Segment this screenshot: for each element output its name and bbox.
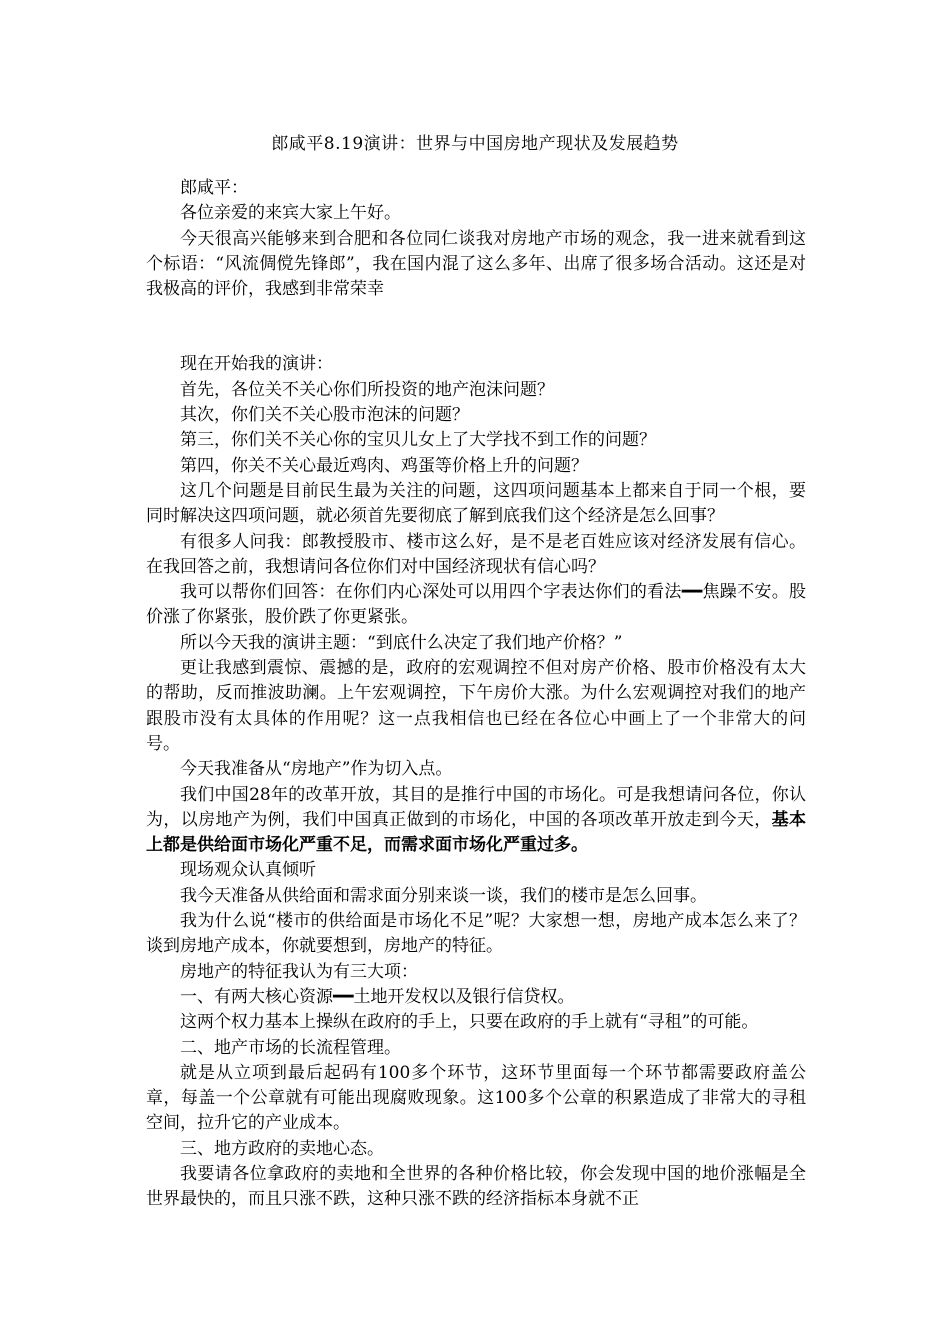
paragraph-market-text: 我们中国28年的改革开放，其目的是推行中国的市场化。可是我想请问各位，你认为，以房地产为例，我们中国真正做到的市场化，中国的各项改革开放走到今天， <box>146 784 806 830</box>
paragraph-gap <box>146 302 806 352</box>
paragraph: 郎咸平： <box>180 178 248 198</box>
paragraph: 现场观众认真倾听 <box>180 860 316 881</box>
paragraph: 今天很高兴能够来到合肥和各位同仁谈我对房地产市场的观念，我一进来就看到这个标语：“风流倜傥先锋郎”，我在国内混了这么多年、出席了很多场合活动。这还是对我极高的评价，我感到非常荣幸 <box>146 228 806 300</box>
paragraph: 各位亲爱的来宾大家上午好。 <box>180 203 401 224</box>
paragraph: 这两个权力基本上操纵在政府的手上，只要在政府的手上就有“寻租”的可能。 <box>180 1012 759 1033</box>
document-title: 郎咸平8.19演讲：世界与中国房地产现状及发展趋势 <box>271 134 679 154</box>
paragraph: 更让我感到震惊、震撼的是，政府的宏观调控不但对房产价格、股市价格没有太大的帮助，反而推波助澜。上午宏观调控，下午房价大涨。为什么宏观调控对我们的地产跟股市没有太具体的作用呢？这一点我相信也已经在各位心中画上了一个非常大的问号。 <box>146 658 806 754</box>
paragraph: 有很多人问我：郎教授股市、楼市这么好，是不是老百姓应该对经济发展有信心。在我回答之前，我想请问各位你们对中国经济现状有信心吗？ <box>146 531 806 577</box>
paragraph: 其次，你们关不关心股市泡沫的问题？ <box>180 405 469 426</box>
paragraph: 我为什么说“楼市的供给面是市场化不足”呢？大家想一想，房地产成本怎么来了？谈到房地产成本，你就要想到，房地产的特征。 <box>146 911 806 957</box>
paragraph: 第三，你们关不关心你的宝贝儿女上了大学找不到工作的问题？ <box>180 430 656 451</box>
paragraph: 第四，你关不关心最近鸡肉、鸡蛋等价格上升的问题？ <box>180 455 588 476</box>
paragraph: 首先，各位关不关心你们所投资的地产泡沫问题？ <box>180 379 554 400</box>
paragraph: 这几个问题是目前民生最为关注的问题，这四项问题基本上都来自于同一个根，要同时解决这四项问题，就必须首先要彻底了解到底我们这个经济是怎么回事？ <box>146 480 806 527</box>
paragraph: 我要请各位拿政府的卖地和全世界的各种价格比较，你会发现中国的地价涨幅是全世界最快的，而且只涨不跌，这种只涨不跌的经济指标本身就不正 <box>146 1163 806 1210</box>
paragraph: 我今天准备从供给面和需求面分别来谈一谈，我们的楼市是怎么回事。 <box>180 885 707 906</box>
paragraph-market <box>146 783 806 859</box>
paragraph: 一、有两大核心资源━━土地开发权以及银行信贷权。 <box>180 986 575 1007</box>
paragraph: 我可以帮你们回答：在你们内心深处可以用四个字表达你们的看法━━焦躁不安。股价涨了你紧张，股价跌了你更紧张。 <box>146 582 806 628</box>
paragraph: 三、地方政府的卖地心态。 <box>180 1138 384 1159</box>
paragraph: 现在开始我的演讲： <box>180 354 333 375</box>
document-body <box>146 176 806 1213</box>
paragraph: 二、地产市场的长流程管理。 <box>180 1037 401 1058</box>
paragraph: 房地产的特征我认为有三大项： <box>180 961 418 982</box>
paragraph-market-bold-text: 基本上都是供给面市场化严重不足，而需求面市场化严重过多。 <box>146 809 807 856</box>
paragraph: 就是从立项到最后起码有100多个环节，这环节里面每一个环节都需要政府盖公章，每盖一个公章就有可能出现腐败现象。这100多个公章的积累造成了非常大的寻租空间，拉升它的产业成本。 <box>146 1062 806 1134</box>
paragraph: 所以今天我的演讲主题：“到底什么决定了我们地产价格？” <box>180 632 623 653</box>
paragraph: 今天我准备从“房地产”作为切入点。 <box>180 759 453 780</box>
